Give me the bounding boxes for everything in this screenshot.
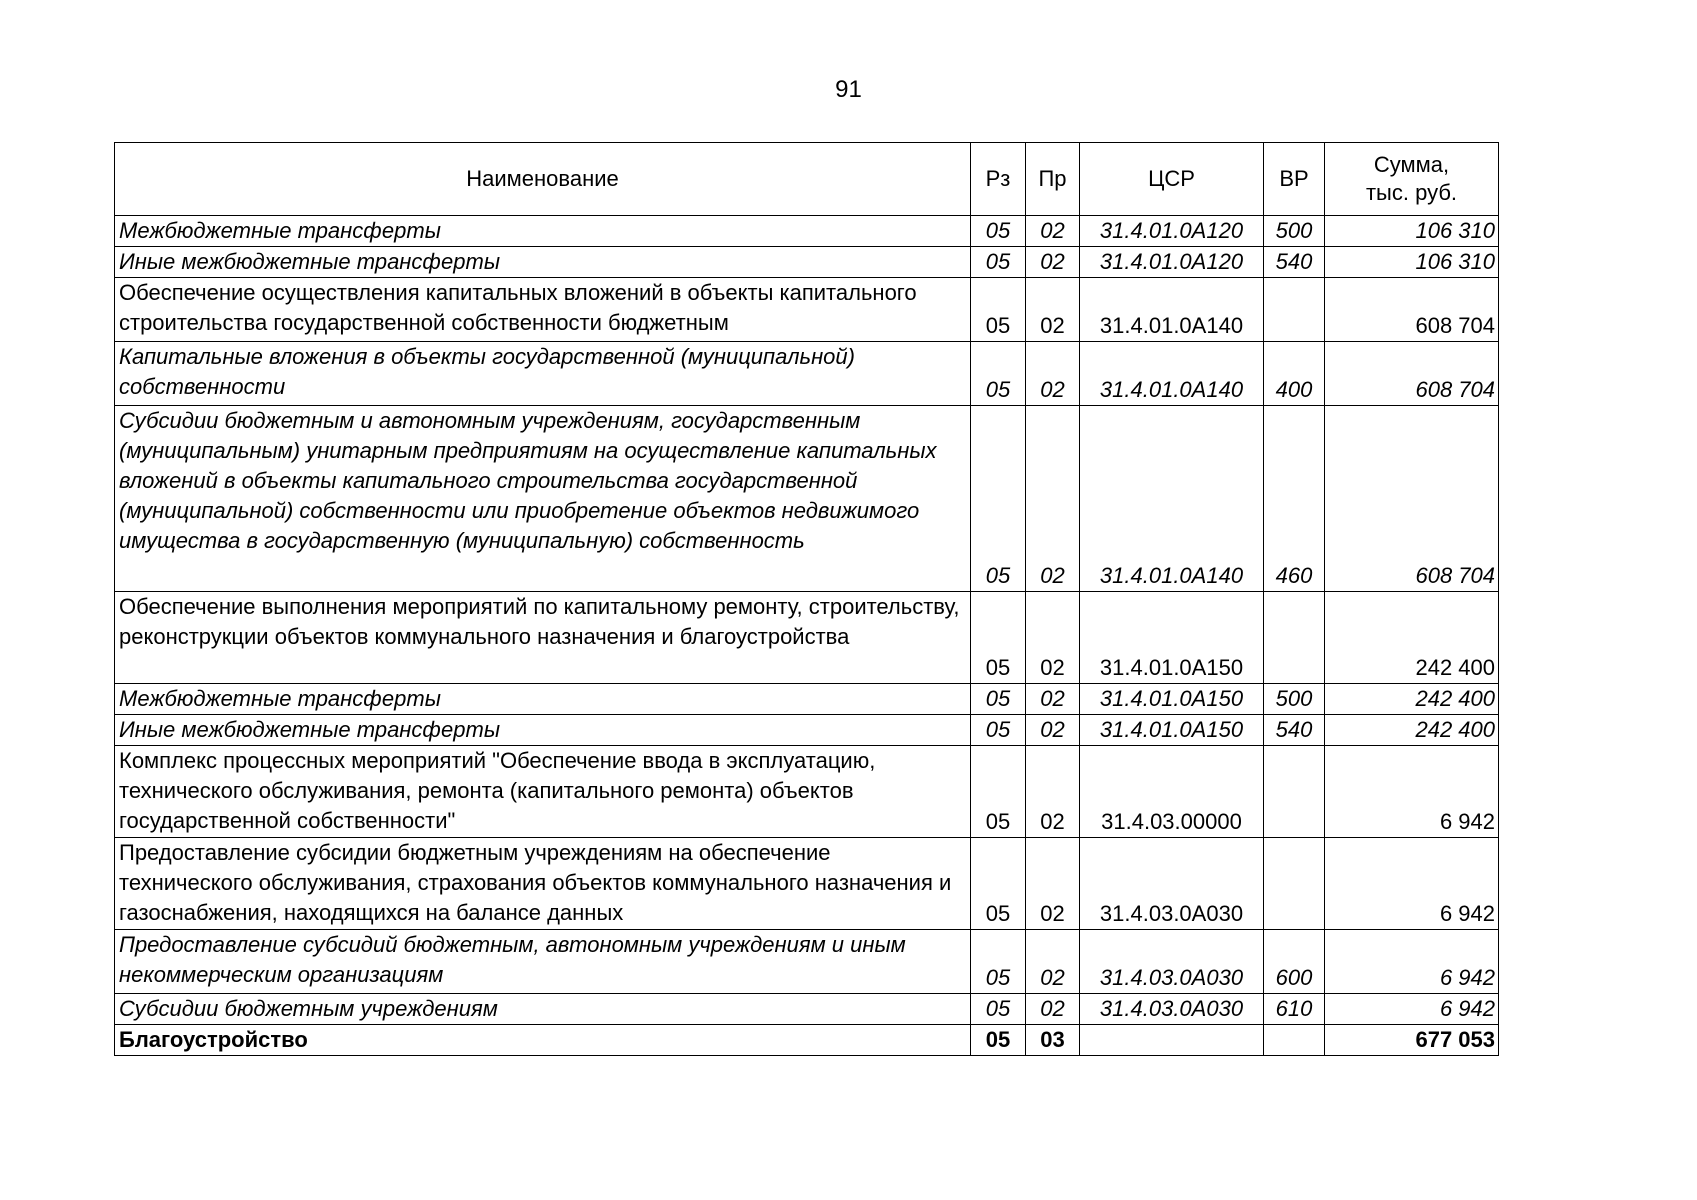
cell-sum: 608 704	[1325, 278, 1499, 342]
cell-vr: 610	[1264, 994, 1325, 1025]
cell-pr: 02	[1026, 930, 1080, 994]
cell-rz: 05	[971, 247, 1026, 278]
cell-csr: 31.4.01.0А150	[1080, 592, 1264, 684]
cell-rz: 05	[971, 994, 1026, 1025]
cell-name: Субсидии бюджетным и автономным учреждениям, государственным (муниципальным) унитарным предприятиям на осуществление капитальных вложений в объекты капитального строительства государственной (муниципальной) собственности или приобретение объектов недвижимого имущества в государственную (муниципальную) собственность	[115, 406, 971, 592]
table-row	[115, 838, 1499, 930]
cell-rz: 05	[971, 684, 1026, 715]
page-number: 91	[835, 76, 862, 103]
header-vr: ВР	[1264, 143, 1325, 216]
cell-pr: 02	[1026, 684, 1080, 715]
header-csr: ЦСР	[1080, 143, 1264, 216]
cell-sum: 6 942	[1325, 994, 1499, 1025]
cell-vr: 500	[1264, 216, 1325, 247]
cell-csr: 31.4.03.0А030	[1080, 994, 1264, 1025]
cell-csr: 31.4.01.0А150	[1080, 684, 1264, 715]
cell-sum: 677 053	[1325, 1025, 1499, 1056]
cell-vr	[1264, 746, 1325, 838]
cell-vr: 600	[1264, 930, 1325, 994]
cell-rz: 05	[971, 592, 1026, 684]
cell-rz: 05	[971, 216, 1026, 247]
cell-name: Комплекс процессных мероприятий "Обеспечение ввода в эксплуатацию, технического обслуживания, ремонта (капитального ремонта) объектов государственной собственности"	[115, 746, 971, 838]
cell-sum: 608 704	[1325, 342, 1499, 406]
cell-name: Межбюджетные трансферты	[115, 216, 971, 247]
cell-sum: 106 310	[1325, 216, 1499, 247]
cell-csr: 31.4.01.0А140	[1080, 342, 1264, 406]
cell-sum: 242 400	[1325, 592, 1499, 684]
table-body	[115, 216, 1499, 1056]
cell-vr	[1264, 838, 1325, 930]
cell-csr	[1080, 1025, 1264, 1056]
table-row	[115, 342, 1499, 406]
cell-pr: 02	[1026, 342, 1080, 406]
cell-name: Межбюджетные трансферты	[115, 684, 971, 715]
cell-sum: 106 310	[1325, 247, 1499, 278]
cell-csr: 31.4.01.0А120	[1080, 247, 1264, 278]
table-row	[115, 994, 1499, 1025]
table-row	[115, 715, 1499, 746]
cell-rz: 05	[971, 1025, 1026, 1056]
header-sum	[1325, 143, 1499, 216]
table-row	[115, 684, 1499, 715]
cell-pr: 02	[1026, 592, 1080, 684]
cell-vr	[1264, 592, 1325, 684]
cell-pr: 02	[1026, 216, 1080, 247]
cell-sum: 6 942	[1325, 746, 1499, 838]
cell-pr: 02	[1026, 994, 1080, 1025]
cell-name: Предоставление субсидий бюджетным, автономным учреждениям и иным некоммерческим организациям	[115, 930, 971, 994]
cell-csr: 31.4.03.0А030	[1080, 930, 1264, 994]
cell-csr: 31.4.01.0А140	[1080, 278, 1264, 342]
cell-sum: 242 400	[1325, 684, 1499, 715]
cell-name: Благоустройство	[115, 1025, 971, 1056]
cell-csr: 31.4.01.0А120	[1080, 216, 1264, 247]
header-sum-line1: Сумма,	[1373, 152, 1450, 177]
cell-name: Иные межбюджетные трансферты	[115, 715, 971, 746]
cell-rz: 05	[971, 930, 1026, 994]
header-pr: Пр	[1026, 143, 1080, 216]
header-sum-line2: тыс. руб.	[1365, 180, 1458, 205]
cell-pr: 02	[1026, 746, 1080, 838]
cell-vr: 500	[1264, 684, 1325, 715]
cell-name: Предоставление субсидии бюджетным учреждениям на обеспечение технического обслуживания, страхования объектов коммунального назначения и газоснабжения, находящихся на балансе данных	[115, 838, 971, 930]
cell-name: Капитальные вложения в объекты государственной (муниципальной) собственности	[115, 342, 971, 406]
table-row	[115, 746, 1499, 838]
cell-name: Субсидии бюджетным учреждениям	[115, 994, 971, 1025]
cell-sum: 6 942	[1325, 930, 1499, 994]
cell-sum: 6 942	[1325, 838, 1499, 930]
header-name: Наименование	[115, 143, 971, 216]
cell-csr: 31.4.01.0А140	[1080, 406, 1264, 592]
cell-pr: 03	[1026, 1025, 1080, 1056]
cell-vr: 540	[1264, 247, 1325, 278]
cell-vr: 400	[1264, 342, 1325, 406]
header-row	[115, 143, 1499, 216]
table-row	[115, 247, 1499, 278]
table-row	[115, 406, 1499, 592]
cell-vr: 540	[1264, 715, 1325, 746]
cell-rz: 05	[971, 715, 1026, 746]
cell-pr: 02	[1026, 715, 1080, 746]
cell-rz: 05	[971, 406, 1026, 592]
cell-name: Иные межбюджетные трансферты	[115, 247, 971, 278]
cell-vr: 460	[1264, 406, 1325, 592]
cell-name: Обеспечение выполнения мероприятий по капитальному ремонту, строительству, реконструкции объектов коммунального назначения и благоустройства	[115, 592, 971, 684]
cell-sum: 608 704	[1325, 406, 1499, 592]
cell-pr: 02	[1026, 278, 1080, 342]
cell-csr: 31.4.03.0А030	[1080, 838, 1264, 930]
cell-vr	[1264, 278, 1325, 342]
cell-sum: 242 400	[1325, 715, 1499, 746]
cell-rz: 05	[971, 746, 1026, 838]
cell-pr: 02	[1026, 838, 1080, 930]
cell-pr: 02	[1026, 406, 1080, 592]
table-row	[115, 1025, 1499, 1056]
table-row	[115, 930, 1499, 994]
table-row	[115, 216, 1499, 247]
cell-csr: 31.4.01.0А150	[1080, 715, 1264, 746]
cell-rz: 05	[971, 278, 1026, 342]
header-rz: Рз	[971, 143, 1026, 216]
cell-rz: 05	[971, 342, 1026, 406]
cell-vr	[1264, 1025, 1325, 1056]
cell-name: Обеспечение осуществления капитальных вложений в объекты капитального строительства государственной собственности бюджетным	[115, 278, 971, 342]
table-row	[115, 592, 1499, 684]
cell-csr: 31.4.03.00000	[1080, 746, 1264, 838]
cell-rz: 05	[971, 838, 1026, 930]
table-row	[115, 278, 1499, 342]
budget-table	[114, 142, 1499, 1056]
cell-pr: 02	[1026, 247, 1080, 278]
